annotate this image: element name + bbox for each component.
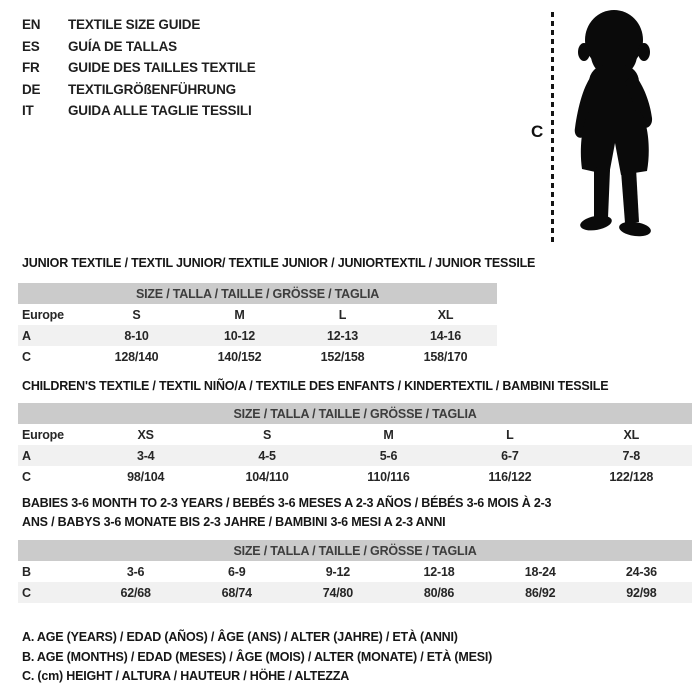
- size-value-cell: 122/128: [609, 469, 654, 484]
- size-header-row: [18, 403, 692, 424]
- size-value-cell: XL: [623, 427, 640, 442]
- row-label: C: [22, 349, 31, 364]
- list-item: [22, 36, 256, 58]
- language-code: EN: [22, 17, 41, 33]
- table-row: [18, 304, 497, 325]
- list-item: [22, 57, 256, 79]
- language-code: ES: [22, 38, 40, 54]
- table-row: [18, 424, 692, 445]
- size-value-cell: 14-16: [394, 325, 497, 346]
- language-code: IT: [22, 103, 34, 119]
- list-item: [22, 79, 256, 101]
- section-title-children: CHILDREN'S TEXTILE / TEXTIL NIÑO/A / TEXTILE DES ENFANTS / KINDERTEXTIL / BAMBINI TESSILE: [22, 379, 609, 393]
- size-value-cell: 12-18: [423, 564, 455, 579]
- size-value-cell: 104/110: [245, 469, 289, 484]
- babies-size-table: [18, 540, 692, 603]
- size-value-cell: M: [383, 427, 394, 442]
- toddler-silhouette: [563, 8, 667, 244]
- children-size-table: [18, 403, 692, 487]
- size-value-cell: 62/68: [85, 582, 186, 603]
- size-value-cell: 86/92: [490, 582, 591, 603]
- size-value-cell: S: [263, 427, 272, 442]
- table-row: [18, 466, 692, 487]
- row-label: A: [18, 445, 85, 466]
- size-value-cell: 24-36: [625, 564, 657, 579]
- size-value-cell: 7-8: [571, 445, 692, 466]
- section-title-junior: JUNIOR TEXTILE / TEXTIL JUNIOR/ TEXTILE JUNIOR / JUNIORTEXTIL / JUNIOR TESSILE: [22, 256, 536, 270]
- language-code: DE: [22, 81, 41, 97]
- size-header-label: SIZE / TALLA / TAILLE / GRÖSSE / TAGLIA: [18, 283, 497, 304]
- size-value-cell: 110/116: [367, 469, 410, 484]
- table-row: [18, 325, 497, 346]
- size-value-cell: 98/104: [127, 469, 165, 484]
- row-label: Europe: [22, 427, 64, 442]
- legend-line-age-years: A. AGE (YEARS) / EDAD (AÑOS) / ÂGE (ANS) / ALTER (JAHRE) / ETÀ (ANNI): [22, 630, 458, 644]
- table-row: [18, 561, 692, 582]
- size-value-cell: 6-7: [449, 445, 570, 466]
- size-value-cell: 8-10: [85, 325, 188, 346]
- size-value-cell: 9-12: [325, 564, 350, 579]
- size-value-cell: 6-9: [228, 564, 246, 579]
- size-value-cell: 4-5: [206, 445, 327, 466]
- row-label: C: [18, 582, 85, 603]
- size-value-cell: 3-6: [126, 564, 145, 579]
- size-value-cell: XS: [137, 427, 154, 442]
- size-value-cell: 92/98: [591, 582, 692, 603]
- row-label: B: [22, 564, 31, 579]
- language-title: GUÍA DE TALLAS: [68, 38, 177, 54]
- table-row: [18, 445, 692, 466]
- size-value-cell: 5-6: [328, 445, 449, 466]
- size-value-cell: 74/80: [287, 582, 388, 603]
- size-value-cell: 140/152: [217, 349, 262, 364]
- junior-size-table: [18, 283, 497, 367]
- size-value-cell: 12-13: [291, 325, 394, 346]
- size-header-label: SIZE / TALLA / TAILLE / GRÖSSE / TAGLIA: [18, 540, 692, 561]
- row-label: Europe: [22, 307, 64, 322]
- row-label: C: [22, 469, 31, 484]
- size-value-cell: L: [506, 427, 514, 442]
- size-value-cell: M: [234, 307, 245, 322]
- table-row: [18, 582, 692, 603]
- size-header-row: [18, 283, 497, 304]
- size-header-label: SIZE / TALLA / TAILLE / GRÖSSE / TAGLIA: [18, 403, 692, 424]
- language-title: TEXTILE SIZE GUIDE: [68, 17, 201, 33]
- language-title: GUIDA ALLE TAGLIE TESSILI: [68, 103, 252, 119]
- size-value-cell: 152/158: [320, 349, 365, 364]
- table-row: [18, 346, 497, 367]
- legend-line-age-months: B. AGE (MONTHS) / EDAD (MESES) / ÂGE (MOIS) / ALTER (MONATE) / ETÀ (MESI): [22, 649, 493, 664]
- list-item: [22, 100, 256, 122]
- size-value-cell: XL: [437, 307, 454, 322]
- dashed-measure-line: [551, 12, 554, 244]
- language-title: TEXTILGRÖßENFÜHRUNG: [68, 81, 236, 97]
- size-value-cell: 158/170: [423, 349, 468, 364]
- size-value-cell: S: [132, 307, 141, 322]
- legend-line-height-cm: C. (cm) HEIGHT / ALTURA / HAUTEUR / HÖHE / ALTEZZA: [22, 669, 350, 683]
- size-value-cell: 18-24: [524, 564, 556, 579]
- language-title-list: [22, 14, 256, 122]
- legend: [22, 628, 492, 687]
- section-title-babies: BABIES 3-6 MONTH TO 2-3 YEARS / BEBÉS 3-6 MESES A 2-3 AÑOS / BÉBÉS 3-6 MOIS À 2-3 ANS / BABYS 3-6 MONATE BIS 2-3 JAHRE / BAMBINI 3-6 MESI A 2-3 ANNI: [22, 496, 552, 529]
- size-header-row: [18, 540, 692, 561]
- size-value-cell: 128/140: [114, 349, 159, 364]
- list-item: [22, 14, 256, 36]
- size-value-cell: 80/86: [388, 582, 489, 603]
- row-label: A: [18, 325, 85, 346]
- size-value-cell: L: [338, 307, 347, 322]
- language-title: GUIDE DES TAILLES TEXTILE: [68, 60, 256, 76]
- size-value-cell: 116/122: [488, 469, 532, 484]
- measure-label-c: C: [531, 122, 544, 141]
- size-value-cell: 10-12: [188, 325, 291, 346]
- size-value-cell: 68/74: [186, 582, 287, 603]
- size-value-cell: 3-4: [85, 445, 206, 466]
- language-code: FR: [22, 60, 40, 76]
